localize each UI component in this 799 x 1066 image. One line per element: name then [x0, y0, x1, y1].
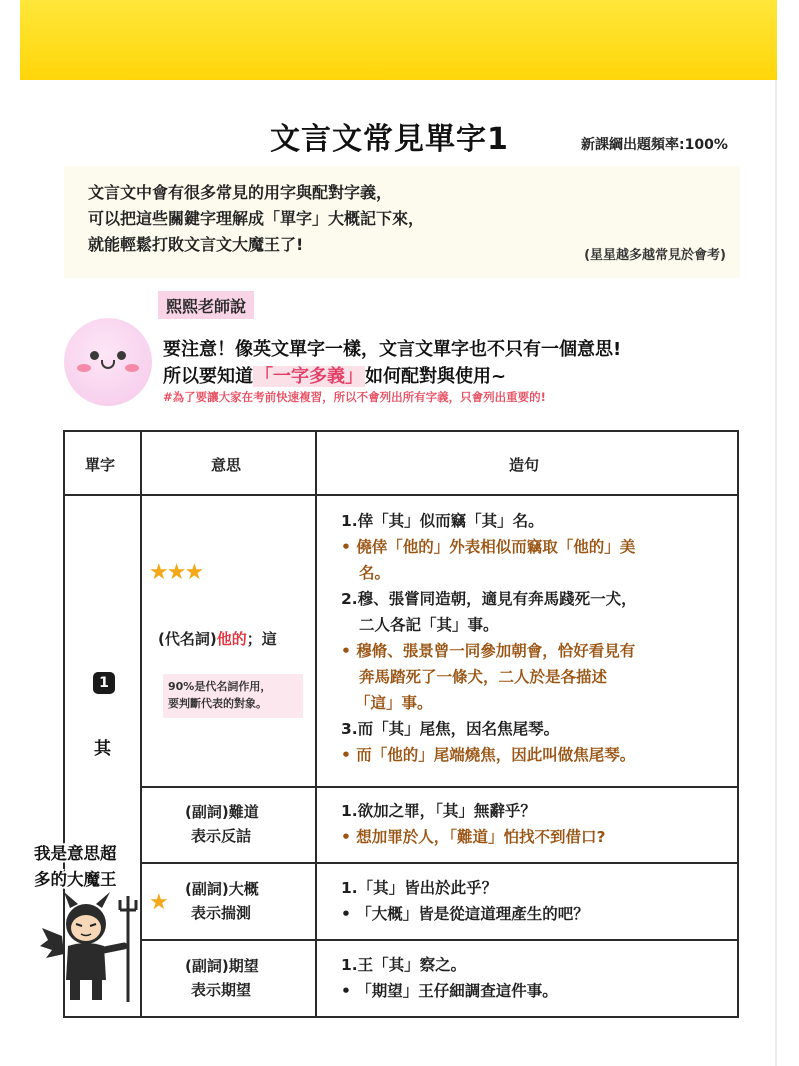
entry-char: 其 [94, 739, 111, 759]
star-rating-icon: ★★★ [149, 560, 203, 585]
meaning-2: (副詞)難道 表示反詰 [185, 803, 259, 845]
teacher-face-icon [64, 318, 152, 406]
demon-mascot-icon [40, 888, 140, 1006]
intro-line-2: 可以把這些關鍵字理解成「單字」大概記下來， [88, 209, 425, 228]
meaning-note: 90%是代名詞作用， 要判斷代表的對象。 [163, 674, 303, 718]
header-meaning: 意思 [211, 456, 242, 474]
meaning-3: (副詞)大概 表示揣測 [185, 880, 259, 922]
teacher-line-2: 所以要知道 「一字多義」 如何配對與使用~ [163, 366, 507, 387]
teacher-line-3: #為了要讓大家在考前快速複習，所以不會列出所有字義，只會列出重要的! [163, 390, 546, 404]
star-rating-icon-2: ★ [149, 890, 167, 915]
page-title: 文言文常見單字1 [270, 122, 509, 157]
examples-2: 1.欲加之罪，「其」無辭乎？ • 想加罪於人，「難道」怕找不到借口? [341, 802, 606, 846]
intro-box [64, 166, 740, 278]
page-edge-divider [775, 80, 777, 1066]
intro-line-1: 文言文中會有很多常見的用字與配對字義， [88, 183, 393, 202]
demon-caption-1: 我是意思超 [34, 844, 117, 863]
meaning-1: (代名詞)他的；這 [158, 630, 277, 648]
intro-line-3: 就能輕鬆打敗文言文大魔王了! [88, 235, 304, 254]
highlight-text: 「一字多義」 [255, 366, 363, 387]
vocab-table [63, 430, 739, 1018]
demon-caption-2: 多的大魔王 [34, 870, 117, 889]
entry-number-badge: 1 [93, 672, 115, 694]
teacher-line-1: 要注意！像英文單字一樣，文言文單字也不只有一個意思! [163, 339, 622, 360]
examples-3: 1.「其」皆出於此乎？ • 「大概」皆是從這道理產生的吧？ [341, 879, 589, 923]
header-word: 單字 [85, 456, 116, 474]
examples-4: 1.王「其」察之。 • 「期望」王仔細調查這件事。 [341, 956, 558, 1000]
header-example: 造句 [509, 456, 540, 474]
examples-1: 1.倖「其」似而竊「其」名。 • 僥倖「他的」外表相似而竊取「他的」美 名。 2.穆、張嘗同造朝，適見有奔馬踐死一犬， 二人各記「其」事。 • 穆脩、張景曾一同參加朝會，恰好看見有 奔馬踏死了一條犬，二人於是各描述 「這」事。 3.而「其」尾焦，因名焦尾琴。 • 而「他的」尾端燒焦，因此叫做焦尾琴。 [341, 512, 637, 764]
meaning-4: (副詞)期望 表示期望 [185, 957, 259, 999]
star-note: (星星越多越常見於會考) [584, 248, 726, 263]
exam-frequency: 新課綱出題頻率:100% [581, 137, 728, 153]
top-banner [20, 0, 777, 80]
teacher-label: 熙熙老師說 [158, 291, 254, 319]
